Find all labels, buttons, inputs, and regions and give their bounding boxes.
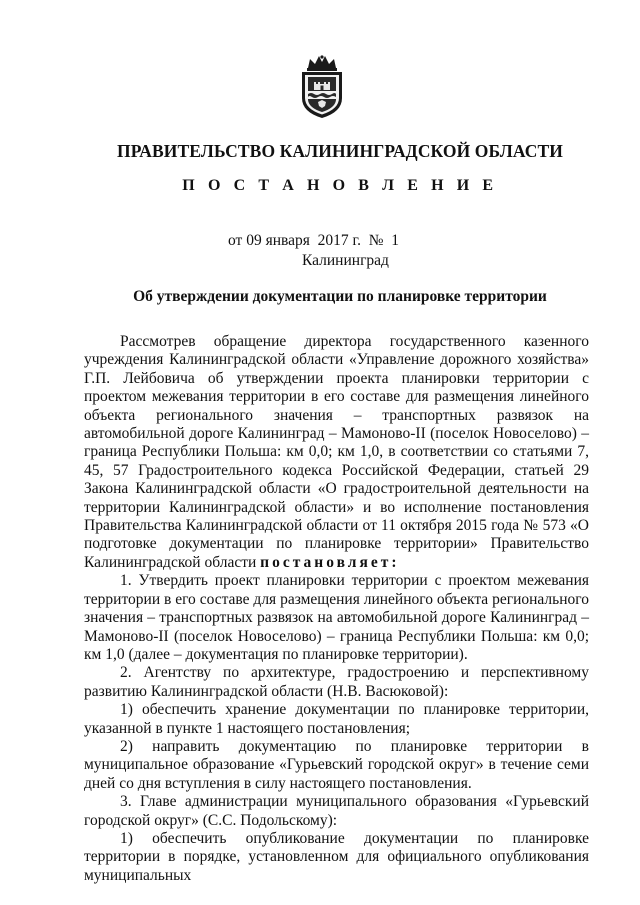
coat-of-arms-kaliningrad-icon <box>296 54 348 120</box>
preamble-text: Рассмотрев обращение директора государственного казенного учреждения Калининградской области «Управление дорожного хозяйства» Г.П. Лейбовича об утверждении проекта планировки территории с проектом межевания территории в его составе для размещения линейного объекта регионального значения – транспортных развязок на автомобильной дороге Калининград – Мамоново-II (поселок Новоселово) – граница Республики Польша: км 0,0; км 1,0, в соответствии со статьями 7, 45, 57 Градостроительного кодекса Российской Федерации, статьей 29 Закона Калининградской области «О градостроительной деятельности на территории Калининградской области» и во исполнение постановления Правительства Калининградской области от 11 октября 2015 года № 573 «О подготовке документации по планировке территории» Правительство Калининградской области <box>84 333 589 571</box>
preamble-paragraph <box>84 333 589 572</box>
number-label: № <box>361 232 392 249</box>
item-paragraph: 3. Главе администрации муниципального образования «Гурьевский городской округ» (С.С. Подольскому): <box>84 793 589 829</box>
item-paragraph: 1. Утвердить проект планировки территории с проектом межевания территории в его составе для размещения линейного объекта регионального значения – транспортных развязок на автомобильной дороге Калининград – Мамоново-II (поселок Новоселово) – граница Республики Польша: км 0,0; км 1,0 (далее – документация по планировке территории). <box>84 572 589 663</box>
decree-city: Калининград <box>302 252 389 269</box>
date-prefix: от <box>228 232 247 249</box>
item-paragraph: 2. Агентству по архитектуре, градостроению и перспективному развитию Калининградской области (Н.В. Васюковой): <box>84 664 589 700</box>
item-paragraph: 2) направить документацию по планировке территории в муниципальное образование «Гурьевский городской округ» в течение семи дней со дня вступления в силу настоящего постановления. <box>84 737 589 792</box>
decree-number: 1 <box>391 232 400 249</box>
decree-subject: Об утверждении документации по планировке территории <box>133 288 547 305</box>
decree-date: 09 января 2017 г. <box>246 232 361 249</box>
government-title: ПРАВИТЕЛЬСТВО КАЛИНИНГРАДСКОЙ ОБЛАСТИ <box>117 141 563 161</box>
decree-title: П О С Т А Н О В Л Е Н И Е <box>182 177 498 194</box>
decree-body <box>84 333 589 885</box>
item-paragraph: 1) обеспечить опубликование документации по планировке территории в порядке, установленном для официального опубликования муниципальных <box>84 829 589 884</box>
resolves-word: постановляет: <box>260 553 400 571</box>
item-paragraph: 1) обеспечить хранение документации по планировке территории, указанной в пункте 1 настоящего постановления; <box>84 701 589 737</box>
date-line <box>228 232 399 250</box>
